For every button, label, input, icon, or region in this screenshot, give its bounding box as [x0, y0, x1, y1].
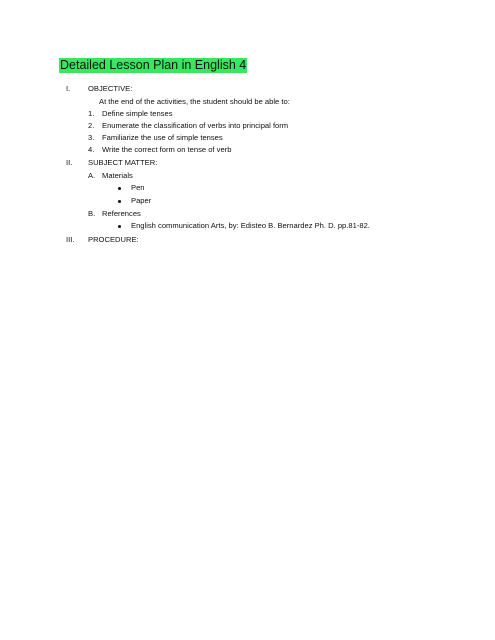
objective-item-3: Familiarize the use of simple tenses [102, 133, 223, 142]
document-title: Detailed Lesson Plan in English 4 [60, 58, 247, 72]
section-numeral-3: III. [66, 235, 75, 244]
objective-item-number-1: 1. [88, 109, 95, 118]
objective-item-number-2: 2. [88, 121, 95, 130]
objective-item-4: Write the correct form on tense of verb [102, 145, 232, 154]
subsection-letter-a: A. [88, 171, 96, 180]
section-heading-objective: OBJECTIVE: [88, 84, 133, 93]
bullet-reference [118, 225, 121, 228]
material-item-pen: Pen [131, 183, 145, 192]
objective-item-number-4: 4. [88, 145, 95, 154]
section-numeral-2: II. [66, 158, 73, 167]
objective-item-2: Enumerate the classification of verbs into principal form [102, 121, 289, 130]
material-item-paper: Paper [131, 196, 152, 205]
subsection-letter-b: B. [88, 209, 96, 218]
objective-item-1: Define simple tenses [102, 109, 173, 118]
reference-item: English communication Arts, by: Edisteo B. Bernardez Ph. D. pp.81-82. [131, 221, 370, 230]
subsection-references: References [102, 209, 141, 218]
section-heading-procedure: PROCEDURE: [88, 235, 139, 244]
section-heading-subject-matter: SUBJECT MATTER: [88, 158, 158, 167]
section-numeral-1: I. [66, 84, 71, 93]
bullet-pen [118, 187, 121, 190]
subsection-materials: Materials [102, 171, 133, 180]
objective-intro: At the end of the activities, the student should be able to: [99, 97, 290, 106]
bullet-paper [118, 200, 121, 203]
objective-item-number-3: 3. [88, 133, 95, 142]
